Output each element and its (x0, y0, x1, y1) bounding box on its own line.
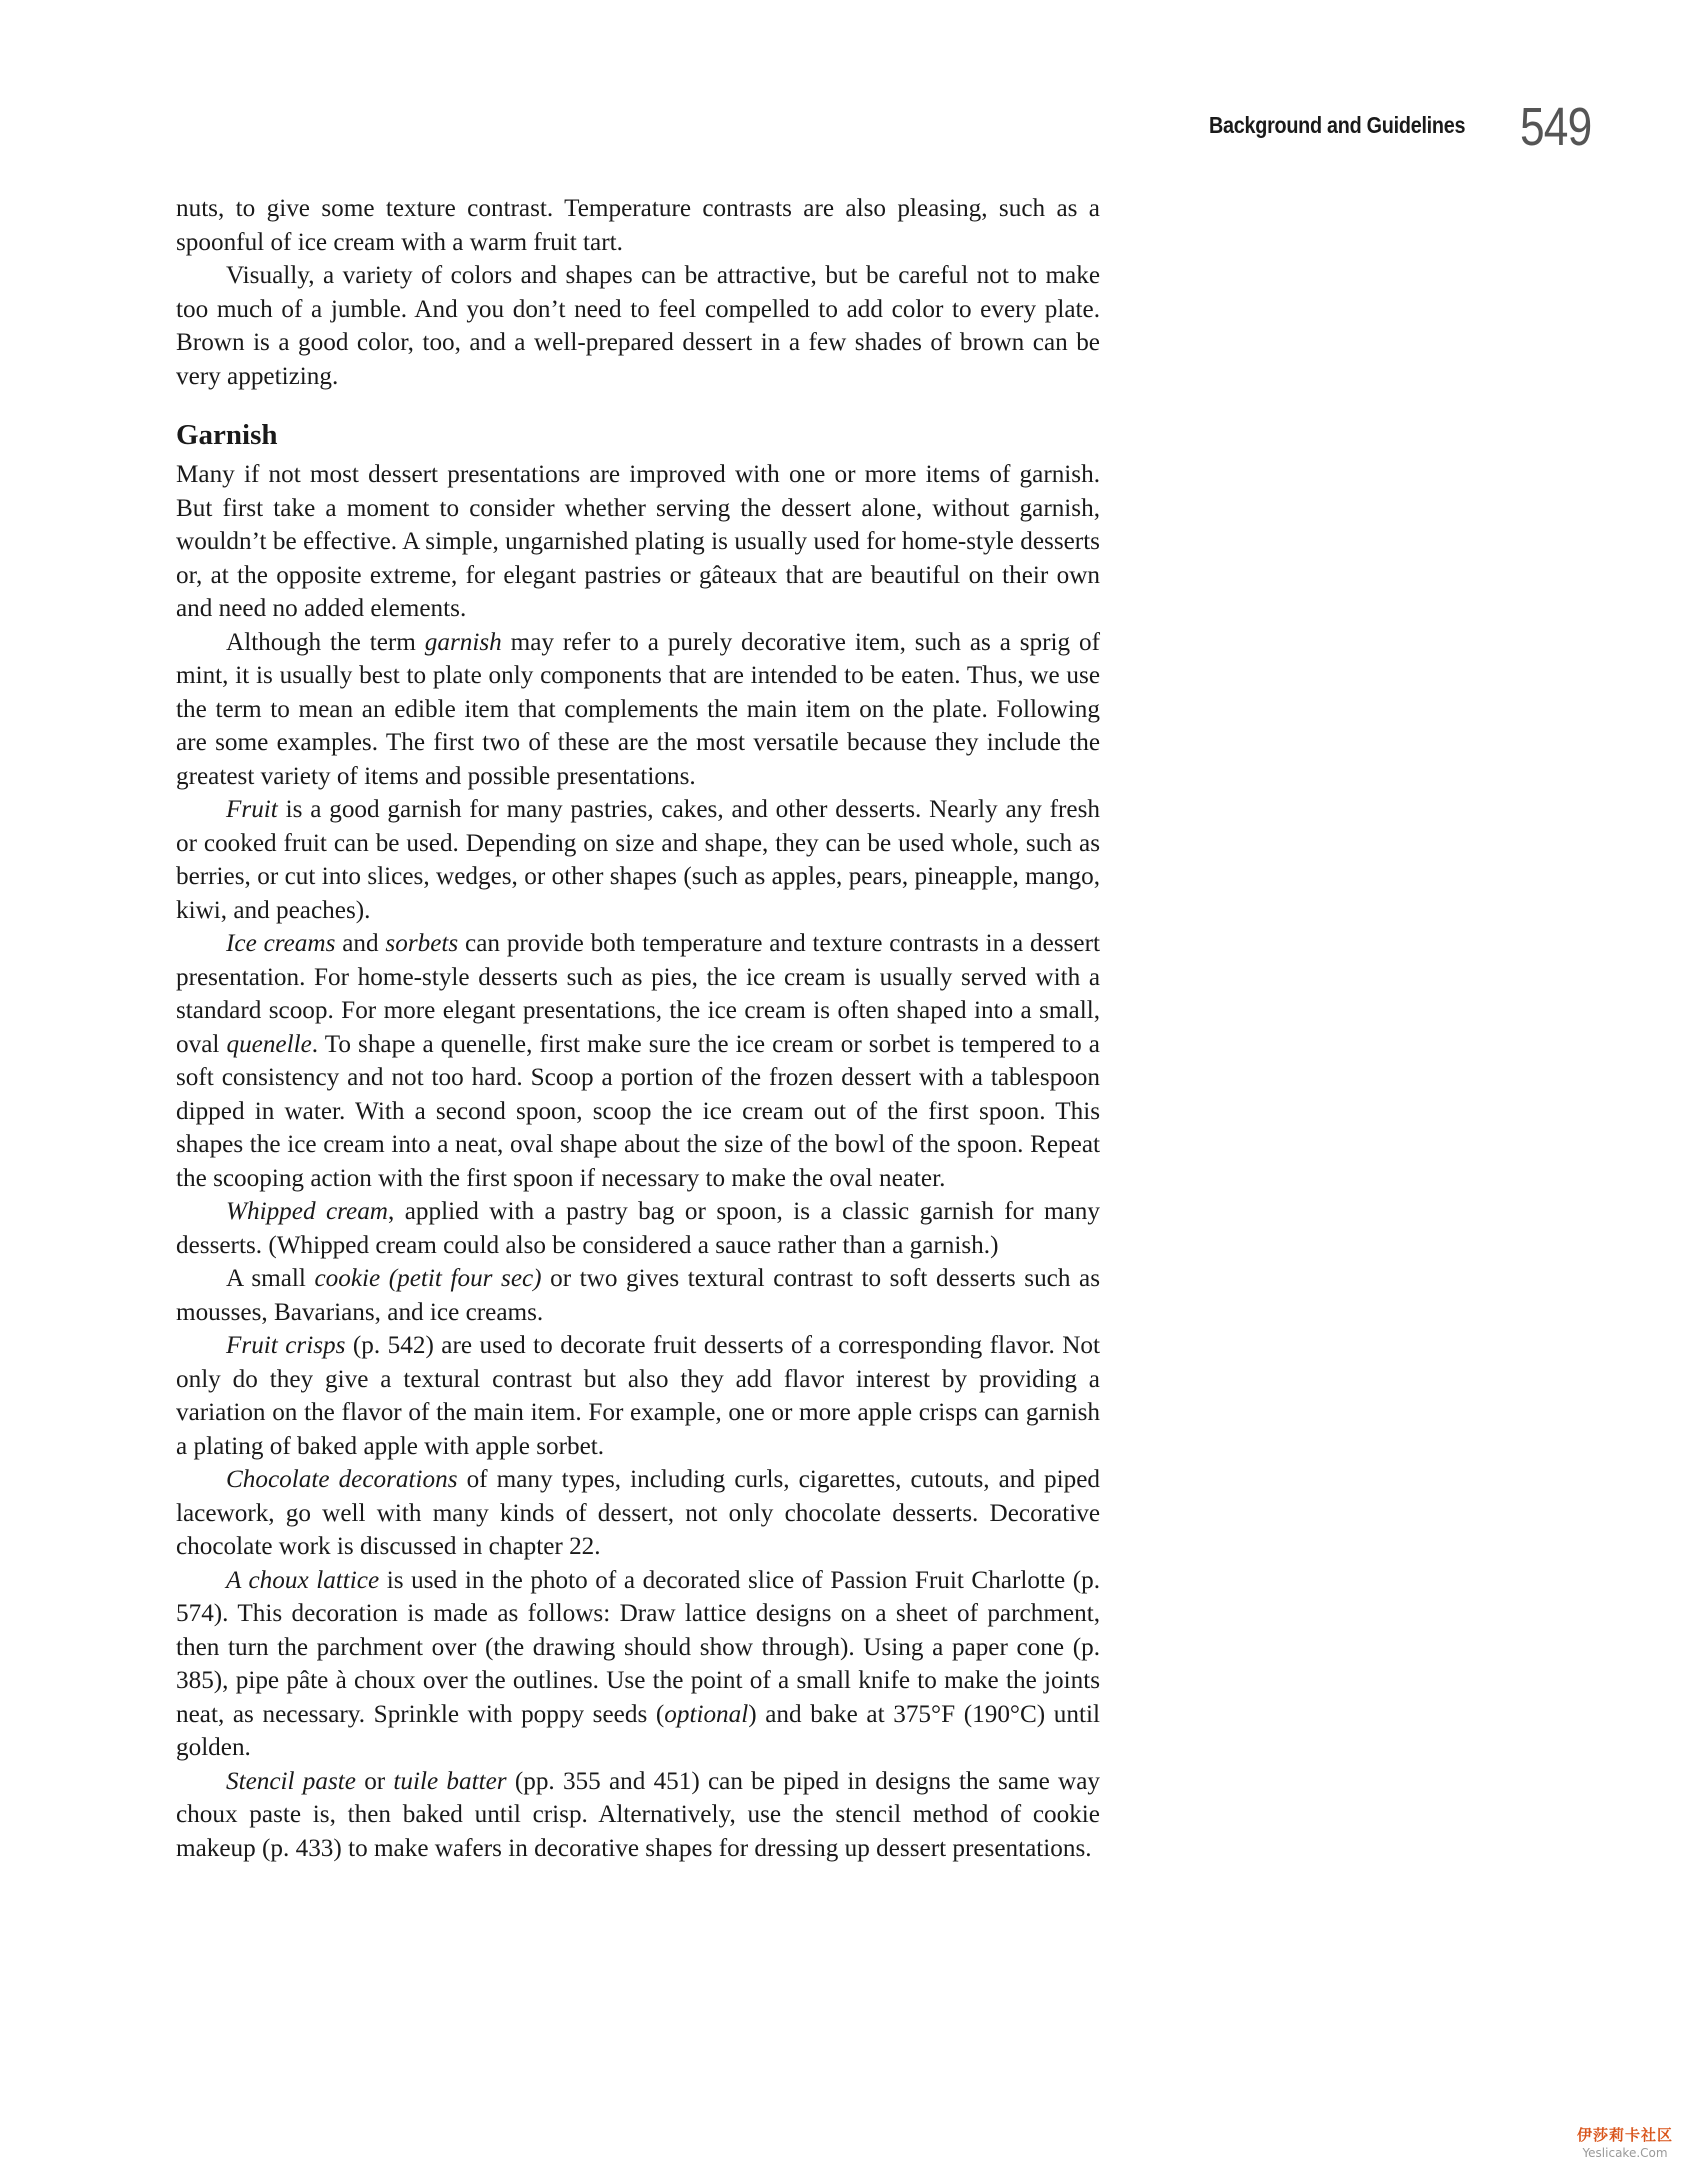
paragraph-cookie (176, 1262, 1100, 1329)
running-head (0, 97, 1700, 160)
term-tuile-batter: tuile batter (393, 1767, 507, 1795)
text-run: , applied with a pastry bag or spoon, is a classic garnish for many desserts. (Whipped cream could also be considered a sauce rather than a garnish.) (176, 1198, 1100, 1259)
term-optional: optional (664, 1700, 749, 1728)
text-run: of many types, including curls, cigarettes, cutouts, and piped lacework, go well with many kinds of dessert, not only chocolate desserts. Decorative chocolate work is discussed in chapter 22. (176, 1466, 1100, 1560)
text-run: ) and bake at 375°F (190°C) until golden. (176, 1700, 1100, 1761)
paragraph-choux-lattice (176, 1564, 1100, 1765)
paragraph-continued: nuts, to give some texture contrast. Temperature contrasts are also pleasing, such as a spoonful of ice cream with a warm fruit tart. (176, 195, 1100, 256)
paragraph-fruit (176, 793, 1100, 927)
term-whipped-cream: Whipped cream (226, 1198, 388, 1225)
text-run: or (355, 1767, 394, 1795)
watermark-url-text: Yeslicake.Com (1582, 2146, 1668, 2160)
watermark-chinese-text: 伊莎莉卡社区 (1576, 2126, 1673, 2144)
text-run: can provide both temperature and texture contrasts in a dessert presentation. For home-style desserts such as pies, the ice cream is usually served with a standard scoop. For more elegant presentations, the ice cream is often shaped into a small, oval (176, 930, 1100, 1058)
term-chocolate-decorations: Chocolate decorations (226, 1466, 458, 1493)
text-run: A small (226, 1265, 315, 1292)
text-run: (pp. 355 and 451) can be piped in designs the same way choux paste is, then baked until crisp. Alternatively, use the stencil method of cookie makeup (p. 433) to make wafers in decorative shapes for dressing up dessert presentations. (176, 1767, 1100, 1862)
term-fruit-crisps: Fruit crisps (226, 1332, 346, 1359)
paragraph-garnish-term (176, 626, 1100, 794)
paragraph-stencil-paste (176, 1765, 1100, 1866)
paragraph-ice-creams (176, 927, 1100, 1195)
page-number: 549 (1520, 97, 1592, 157)
text-run: is a good garnish for many pastries, cakes, and other desserts. Nearly any fresh or cooked fruit can be used. Depending on size and shape, they can be used whole, such as berries, or cut into slices, wedges, or other shapes (such as apples, pears, pineapple, mango, kiwi, and peaches). (176, 796, 1100, 924)
paragraph-garnish-intro: Many if not most dessert presentations are improved with one or more items of garnish. But first take a moment to consider whether serving the dessert alone, without garnish, wouldn’t be effective. A simple, ungarnished plating is usually used for home-style desserts or, at the opposite extreme, for elegant pastries or gâteaux that are beautiful on their own and need no added elements. (176, 461, 1100, 622)
text-run: . To shape a quenelle, first make sure the ice cream or sorbet is tempered to a soft consistency and not too hard. Scoop a portion of the frozen dessert with a tablespoon dipped in water. With a second spoon, scoop the ice cream out of the first spoon. This shapes the ice cream into a neat, oval shape about the size of the bowl of the spoon. Repeat the scooping action with the first spoon if necessary to make the oval neater. (176, 1030, 1100, 1192)
text-run: (p. 542) are used to decorate fruit desserts of a corresponding flavor. Not only do they give a textural contrast but also they add flavor interest by providing a variation on the flavor of the main item. For example, one or more apple crisps can garnish a plating of baked apple with apple sorbet. (176, 1332, 1100, 1460)
text-run: Although the term (226, 628, 425, 656)
term-fruit: Fruit (226, 796, 278, 823)
section-heading-garnish: Garnish (176, 419, 278, 451)
site-watermark (1565, 2124, 1685, 2160)
term-quenelle: quenelle (226, 1030, 312, 1058)
paragraph-visual: Visually, a variety of colors and shapes can be attractive, but be careful not to make too much of a jumble. And you don’t need to feel compelled to add color to every plate. Brown is a good color, too, and a well-prepared dessert in a few shades of brown can be very appetizing. (176, 262, 1100, 390)
paragraph-whipped-cream (176, 1195, 1100, 1262)
term-choux-lattice: A choux lattice (226, 1566, 380, 1594)
term-ice-creams: Ice creams (226, 930, 336, 957)
term-sorbets: sorbets (385, 930, 459, 957)
text-run: is used in the photo of a decorated slice of Passion Fruit Charlotte (p. 574). This decoration is made as follows: Draw lattice designs on a sheet of parchment, then turn the parchment over (the drawing should show through). Using a paper cone (p. 385), pipe pâte à choux over the outlines. Use the point of a small knife to make the joints neat, as necessary. Sprinkle with poppy seeds ( (176, 1566, 1100, 1728)
text-run: and (335, 930, 386, 957)
paragraph-chocolate-decorations (176, 1463, 1100, 1564)
term-cookie: cookie (petit four sec) (314, 1265, 542, 1292)
text-run: may refer to a purely decorative item, such as a sprig of mint, it is usually best to plate only components that are intended to be eaten. Thus, we use the term to mean an edible item that complements the main item on the plate. Following are some examples. The first two of these are the most versatile because they include the greatest variety of items and possible presentations. (176, 628, 1100, 790)
term-stencil-paste: Stencil paste (226, 1767, 356, 1795)
paragraph-fruit-crisps (176, 1329, 1100, 1463)
running-title: Background and Guidelines (1209, 112, 1466, 138)
text-run: or two gives textural contrast to soft desserts such as mousses, Bavarians, and ice creams. (176, 1265, 1100, 1326)
term-garnish: garnish (424, 628, 502, 656)
body-text-column (176, 192, 1100, 1865)
